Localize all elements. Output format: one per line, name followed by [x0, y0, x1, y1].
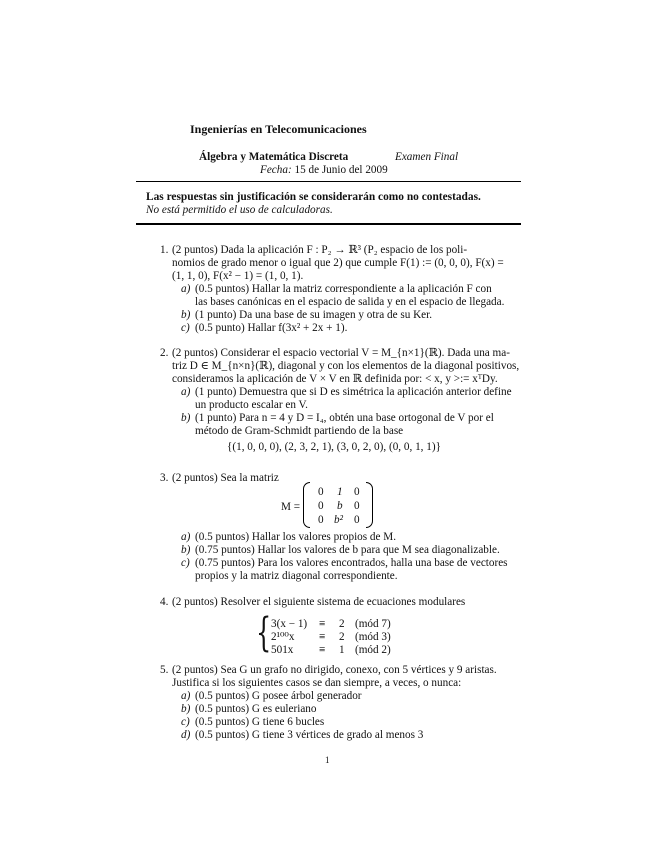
q2-line2: triz D ∈ M_{n×n}(ℝ), diagonal y con los elementos de la diagonal positivos, [172, 360, 520, 372]
q5-b-line1: (0.5 puntos) G es euleriano [195, 703, 317, 715]
q4-eq-sign: ≡ [319, 631, 326, 643]
notice-italic: No está permitido el uso de calculadoras. [146, 204, 333, 216]
q5-a-label: a) [181, 690, 191, 702]
q3-b-label: b) [181, 544, 191, 556]
q5-b-label: b) [181, 703, 191, 715]
q3-a-label: a) [181, 531, 191, 543]
q1-b-label: b) [181, 309, 191, 321]
course-title: Álgebra y Matemática Discreta [199, 151, 349, 163]
q3-number: 3. [160, 472, 169, 484]
q3-matrix-label: M = [281, 501, 301, 513]
q2-number: 2. [160, 347, 169, 359]
matrix-cell: 0 [354, 486, 360, 498]
q1-c-line1: (0.5 punto) Hallar f(3x² + 2x + 1). [195, 322, 348, 334]
q1-b-line1: (1 punto) Da una base de su imagen y otra de su Ker. [195, 309, 433, 321]
q1-a-label: a) [181, 283, 191, 295]
q1-c-label: c) [181, 322, 190, 334]
q4-eq-lhs: 3(x − 1) [271, 618, 308, 630]
divider-bottom [136, 223, 521, 225]
q1-a-line2: las bases canónicas en el espacio de salida y en el espacio de llegada. [195, 296, 505, 308]
page-number: 1 [325, 755, 330, 765]
divider-top [136, 181, 521, 182]
matrix-cell: 1 [337, 486, 343, 498]
q2-line3: consideramos la aplicación de V × V en ℝ definida por: < x, y >:= xᵀDy. [172, 373, 498, 385]
q1-line1: (2 puntos) Dada la aplicación F : P₂ → ℝ³ (P₂ espacio de los poli- [172, 244, 468, 256]
q4-eq-mod: (mód 2) [355, 644, 391, 656]
q4-eq-rhs: 1 [339, 644, 345, 656]
matrix-left-paren [303, 482, 310, 528]
q1-number: 1. [160, 244, 169, 256]
q2-basis: {(1, 0, 0, 0), (2, 3, 2, 1), (3, 0, 2, 0), (0, 0, 1, 1)} [227, 441, 441, 453]
q3-c-line1: (0.75 puntos) Para los valores encontrados, halla una base de vectores [195, 557, 508, 569]
exam-type: Examen Final [395, 151, 459, 163]
q4-number: 4. [160, 596, 169, 608]
q4-line1: (2 puntos) Resolver el siguiente sistema de ecuaciones modulares [172, 596, 466, 608]
matrix-cell: 0 [318, 514, 324, 526]
date-label: Fecha: [260, 164, 292, 176]
q2-a-line2: un producto escalar en V. [195, 399, 308, 411]
q3-c-label: c) [181, 557, 190, 569]
q5-c-label: c) [181, 716, 190, 728]
q4-eq-rhs: 2 [339, 631, 345, 643]
exam-date [260, 164, 388, 177]
q5-line2: Justifica si los siguientes casos se dan siempre, a veces, o nunca: [172, 677, 462, 689]
degree-title: Ingenierías en Telecomunicaciones [190, 122, 367, 136]
q4-eq-mod: (mód 3) [355, 631, 391, 643]
q4-eq-rhs: 2 [339, 618, 345, 630]
matrix-cell: 0 [354, 500, 360, 512]
q2-b-line1: (1 punto) Para n = 4 y D = I₄, obtén una base ortogonal de V por el [195, 412, 494, 424]
q3-b-line1: (0.75 puntos) Hallar los valores de b para que M sea diagonalizable. [195, 544, 500, 556]
q1-a-line1: (0.5 puntos) Hallar la matriz correspondiente a la aplicación F con [195, 283, 492, 295]
date-value: 15 de Junio del 2009 [294, 164, 388, 176]
matrix-cell: 0 [318, 500, 324, 512]
matrix-cell: 0 [318, 486, 324, 498]
notice-bold: Las respuestas sin justificación se considerarán como no contestadas. [146, 191, 481, 203]
q2-a-line1: (1 punto) Demuestra que si D es simétrica la aplicación anterior define [195, 386, 512, 398]
q4-left-brace: { [256, 610, 272, 656]
q5-a-line1: (0.5 puntos) G posee árbol generador [195, 690, 362, 702]
q5-d-label: d) [181, 729, 191, 741]
q3-line1: (2 puntos) Sea la matriz [172, 472, 279, 484]
q3-c-line2: propios y la matriz diagonal correspondiente. [195, 570, 398, 582]
q1-line2: nomios de grado menor o igual que 2) que cumple F(1) := (0, 0, 0), F(x) = [172, 257, 504, 269]
q4-eq-lhs: 501x [271, 644, 294, 656]
matrix-cell: 0 [354, 514, 360, 526]
q4-eq-sign: ≡ [319, 618, 326, 630]
q4-eq-lhs: 2¹⁰⁰x [271, 631, 295, 643]
q5-line1: (2 puntos) Sea G un grafo no dirigido, conexo, con 5 vértices y 9 aristas. [172, 664, 497, 676]
q2-a-label: a) [181, 386, 191, 398]
matrix-cell: b [337, 500, 343, 512]
q4-eq-sign: ≡ [319, 644, 326, 656]
q1-line3: (1, 1, 0), F(x² − 1) = (1, 0, 1). [172, 270, 304, 282]
q3-a-line1: (0.5 puntos) Hallar los valores propios de M. [195, 531, 397, 543]
q2-b-line2: método de Gram-Schmidt partiendo de la base [195, 425, 404, 437]
matrix-right-paren [366, 482, 373, 528]
q3-matrix [303, 482, 373, 528]
q5-d-line1: (0.5 puntos) G tiene 3 vértices de grado al menos 3 [195, 729, 424, 741]
q5-c-line1: (0.5 puntos) G tiene 6 bucles [195, 716, 325, 728]
matrix-cell: b² [334, 514, 343, 526]
q2-line1: (2 puntos) Considerar el espacio vectorial V = M_{n×1}(ℝ). Dada una ma- [172, 347, 510, 359]
q5-number: 5. [160, 664, 169, 676]
q2-b-label: b) [181, 412, 191, 424]
q4-eq-mod: (mód 7) [355, 618, 391, 630]
